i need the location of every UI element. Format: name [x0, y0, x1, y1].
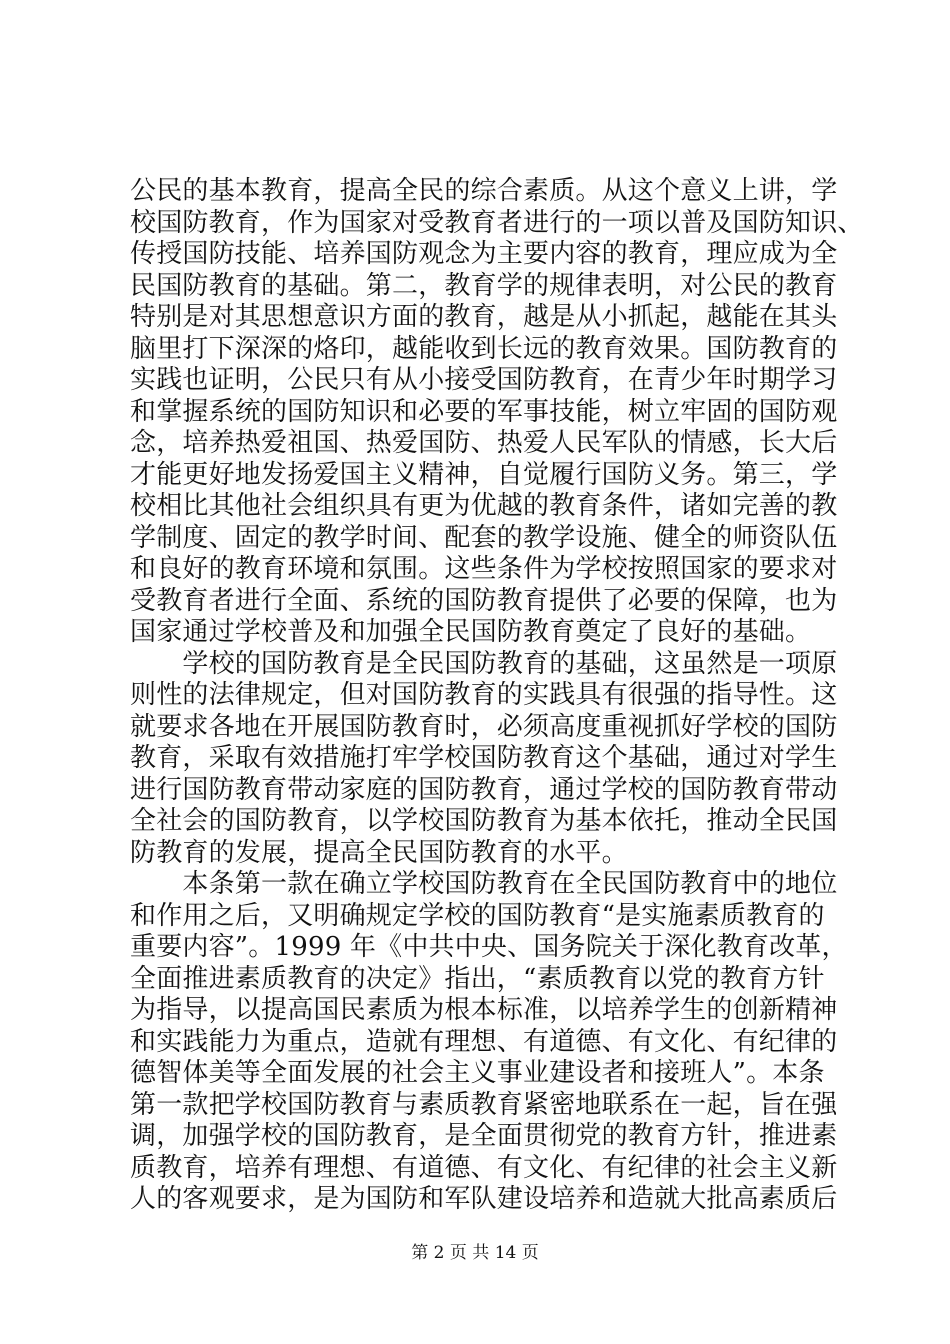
page-number-footer: 第 2 页 共 14 页: [411, 1243, 539, 1263]
text-line: 调，加强学校的国防教育，是全面贯彻党的教育方针，推进素: [130, 1121, 838, 1151]
text-line: 才能更好地发扬爱国主义精神，自觉履行国防义务。第三，学: [130, 459, 838, 490]
text-line: 学校的国防教育是全民国防教育的基础，这虽然是一项原: [130, 648, 838, 679]
text-line: 和良好的教育环境和氛围。这些条件为学校按照国家的要求对: [130, 554, 838, 584]
text-line: 传授国防技能、培养国防观念为主要内容的教育，理应成为全: [130, 239, 838, 269]
text-line: 教育，采取有效措施打牢学校国防教育这个基础，通过对学生: [130, 743, 838, 773]
text-line: 全社会的国防教育，以学校国防教育为基本依托，推动全民国: [130, 806, 838, 836]
text-line: 重要内容”。1999 年《中共中央、国务院关于深化教育改革，: [130, 932, 848, 962]
text-line: 防教育的发展，提高全民国防教育的水平。: [130, 837, 628, 868]
text-line: 校相比其他社会组织具有更为优越的教育条件，诸如完善的教: [130, 491, 838, 521]
text-line: 质教育，培养有理想、有道德、有文化、有纪律的社会主义新: [130, 1152, 838, 1183]
text-line: 则性的法律规定，但对国防教育的实践具有很强的指导性。这: [130, 680, 838, 710]
text-line: 校国防教育，作为国家对受教育者进行的一项以普及国防知识、: [130, 207, 864, 238]
text-line: 人的客观要求，是为国防和军队建设培养和造就大批高素质后: [130, 1184, 838, 1214]
text-line: 念，培养热爱祖国、热爱国防、热爱人民军队的情感，长大后: [130, 428, 838, 458]
text-line: 和实践能力为重点，造就有理想、有道德、有文化、有纪律的: [130, 1026, 838, 1057]
text-line: 实践也证明，公民只有从小接受国防教育，在青少年时期学习: [130, 365, 838, 395]
text-line: 公民的基本教育，提高全民的综合素质。从这个意义上讲，学: [130, 176, 838, 206]
text-line: 进行国防教育带动家庭的国防教育，通过学校的国防教育带动: [130, 774, 838, 805]
text-line: 国家通过学校普及和加强全民国防教育奠定了良好的基础。: [130, 617, 812, 647]
text-line: 特别是对其思想意识方面的教育，越是从小抓起，越能在其头: [130, 302, 838, 332]
text-line: 全面推进素质教育的决定》指出，“素质教育以党的教育方针: [130, 963, 825, 994]
text-line: 第一款把学校国防教育与素质教育紧密地联系在一起，旨在强: [130, 1089, 838, 1120]
text-line: 和掌握系统的国防知识和必要的军事技能，树立牢固的国防观: [130, 396, 838, 427]
text-line: 就要求各地在开展国防教育时，必须高度重视抓好学校的国防: [130, 711, 838, 742]
text-line: 学制度、固定的教学时间、配套的教学设施、健全的师资队伍: [130, 522, 838, 553]
text-line: 本条第一款在确立学校国防教育在全民国防教育中的地位: [130, 869, 838, 899]
text-line: 民国防教育的基础。第二，教育学的规律表明，对公民的教育: [130, 270, 838, 301]
document-body: [130, 176, 864, 1216]
text-line: 德智体美等全面发展的社会主义事业建设者和接班人”。本条: [130, 1058, 825, 1088]
text-line: 和作用之后，又明确规定学校的国防教育“是实施素质教育的: [130, 900, 825, 931]
text-line: 脑里打下深深的烙印，越能收到长远的教育效果。国防教育的: [130, 333, 838, 364]
text-line: 为指导，以提高国民素质为根本标准，以培养学生的创新精神: [130, 995, 838, 1025]
text-line: 受教育者进行全面、系统的国防教育提供了必要的保障，也为: [130, 585, 838, 616]
